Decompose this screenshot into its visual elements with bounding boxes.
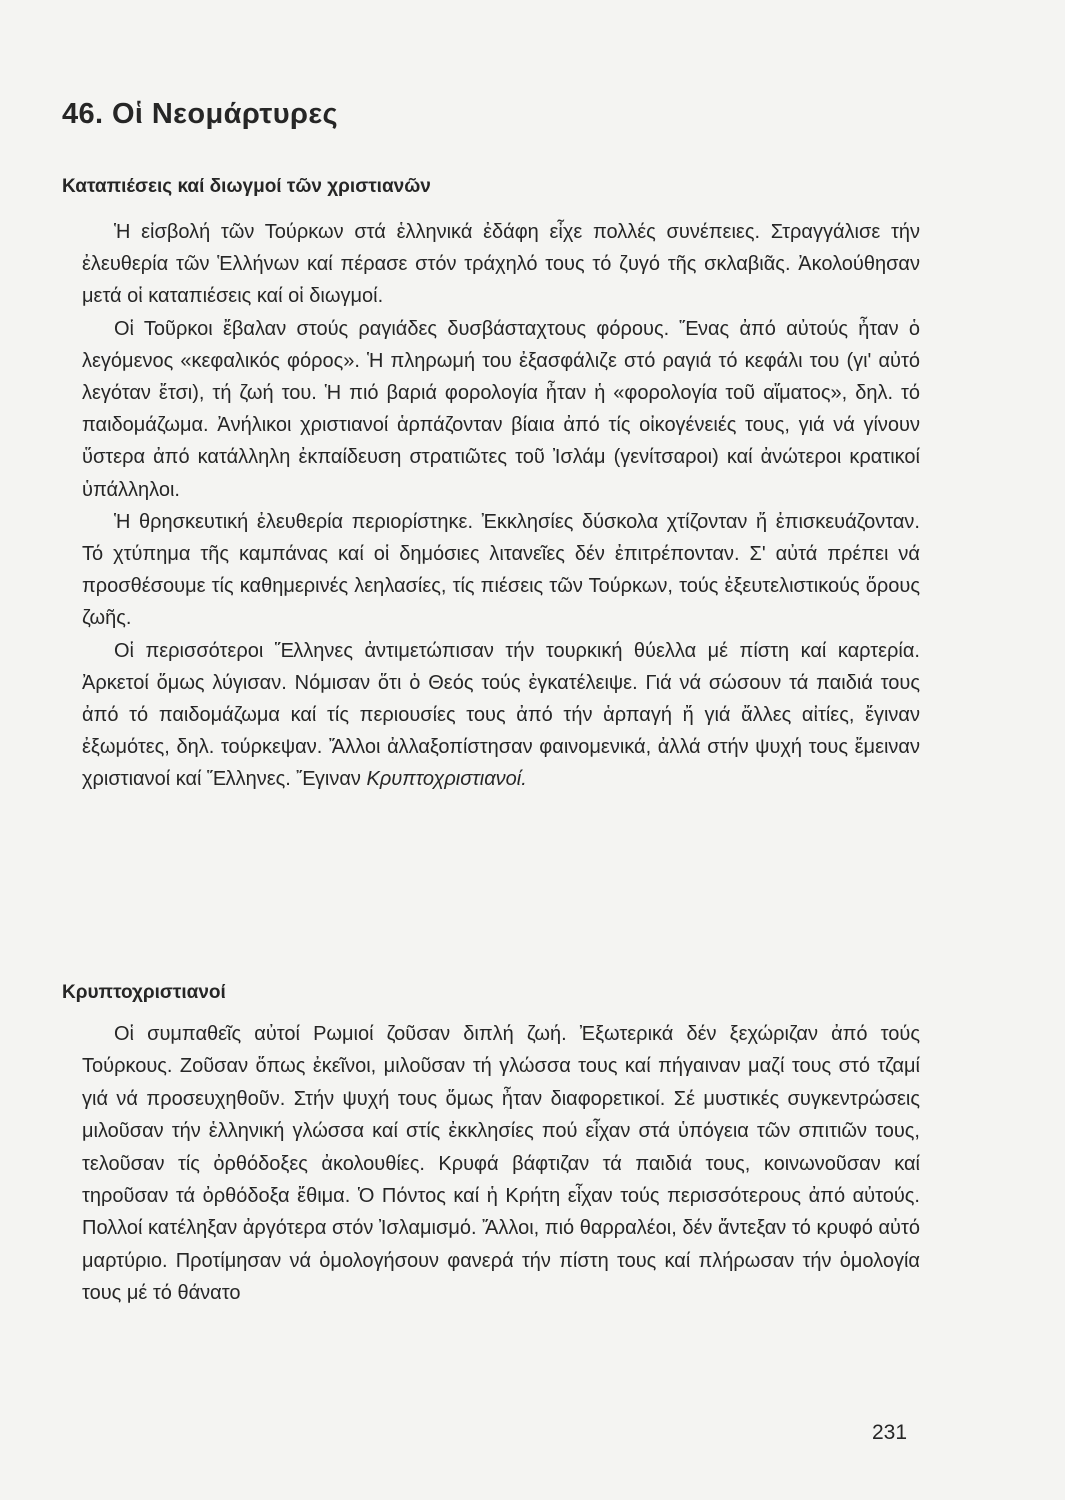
paragraph: Οἱ Τοῦρκοι ἔβαλαν στούς ραγιάδες δυσβάσταχτους φόρους. Ἕνας ἀπό αὐτούς ἦταν ὁ λεγόμενος «κεφαλικός φόρος». Ἡ πληρωμή του ἐξασφάλιζε στό ραγιά τό κεφάλι του (γι' αὐτό λεγόταν ἔτσι), τή ζωή του. Ἡ πιό βαριά φορολογία ἦταν ἡ «φορολογία τοῦ αἵματος», δηλ. τό παιδομάζωμα. Ἀνήλικοι χριστιανοί ἁρπάζονταν βίαια ἀπό τίς οἰκογένειές τους, γιά νά γίνουν ὕστερα ἀπό κατάλληλη ἐκπαίδευση στρατιῶτες τοῦ Ἰσλάμ (γενίτσαροι) καί ἀνώτεροι κρατικοί ὑπάλληλοι. bbox=[82, 317, 920, 501]
page-number: 231 bbox=[872, 1421, 908, 1444]
paragraph: Ἡ θρησκευτική ἐλευθερία περιορίστηκε. Ἐκκλησίες δύσκολα χτίζονταν ἤ ἐπισκευάζονταν. Τό χτύπημα τῆς καμπάνας καί οἱ δημόσιες λιτανεῖες δέν ἐπιτρέπονταν. Σ' αὐτά πρέπει νά προσθέσουμε τίς καθημερινές λεηλασίες, τίς πιέσεις τῶν Τούρκων, τούς ἐξευτελιστικούς ὅρους ζωῆς. bbox=[82, 510, 920, 630]
paragraph-text: Οἱ περισσότεροι Ἕλληνες ἀντιμετώπισαν τήν τουρκική θύελλα μέ πίστη καί καρτερία. Ἀρκετοί ὅμως λύγισαν. Νόμισαν ὅτι ὁ Θεός τούς ἐγκατέλειψε. Γιά νά σώσουν τά παιδιά τους ἀπό τό παιδομάζωμα καί τίς περιουσίες τους ἀπό τήν ἁρπαγή ἤ γιά ἄλλες αἰτίες, ἔγιναν ἐξωμότες, δηλ. τούρκεψαν. Ἄλλοι ἀλλαξοπίστησαν φαινομενικά, ἀλλά στήν ψυχή τους ἔμειναν χριστιανοί καί Ἕλληνες. Ἔγιναν bbox=[82, 639, 920, 791]
section-body-crypto-christians bbox=[82, 1018, 920, 1310]
paragraph-with-italic-ending bbox=[82, 635, 920, 796]
paragraph: Οἱ συμπαθεῖς αὐτοί Ρωμιοί ζοῦσαν διπλή ζωή. Ἐξωτερικά δέν ξεχώριζαν ἀπό τούς Τούρκους. Ζοῦσαν ὅπως ἐκεῖνοι, μιλοῦσαν τή γλώσσα τους καί πήγαιναν μαζί τους στό τζαμί γιά νά προσευχηθοῦν. Στήν ψυχή τους ὅμως ἦταν διαφορετικοί. Σέ μυστικές συγκεντρώσεις μιλοῦσαν τήν ἑλληνική γλώσσα καί στίς ἐκκλησίες πού εἶχαν στά ὑπόγεια τῶν σπιτιῶν τους, τελοῦσαν τίς ὀρθόδοξες ἀκολουθίες. Κρυφά βάφτιζαν τά παιδιά τους, κοινωνοῦσαν καί τηροῦσαν τά ὀρθόδοξα ἔθιμα. Ὁ Πόντος καί ἡ Κρήτη εἶχαν τούς περισσότερους ἀπό αὐτούς. Πολλοί κατέληξαν ἀργότερα στόν Ἰσλαμισμό. Ἄλλοι, πιό θαρραλέοι, δέν ἄντεξαν τό κρυφό αὐτό μαρτύριο. Προτίμησαν νά ὁμολογήσουν φανερά τήν πίστη τους καί πλήρωσαν τήν ὁμολογία τους μέ τό θάνατο bbox=[82, 1023, 920, 1305]
chapter-title: 46. Οἱ Νεομάρτυρες bbox=[62, 98, 338, 130]
paragraph: Ἡ εἰσβολή τῶν Τούρκων στά ἑλληνικά ἐδάφη εἶχε πολλές συνέπειες. Στραγγάλισε τήν ἐλευθερία τῶν Ἑλλήνων καί πέρασε στόν τράχηλό τους τό ζυγό τῆς σκλαβιᾶς. Ἀκολούθησαν μετά οἱ καταπιέσεις καί οἱ διωγμοί. bbox=[82, 221, 920, 308]
italic-term: Κρυπτοχριστιανοί. bbox=[366, 768, 527, 791]
section-heading-persecutions: Καταπιέσεις καί διωγμοί τῶν χριστιανῶν bbox=[62, 176, 431, 197]
section-body-persecutions bbox=[82, 216, 920, 796]
section-heading-crypto-christians: Κρυπτοχριστιανοί bbox=[62, 982, 226, 1003]
